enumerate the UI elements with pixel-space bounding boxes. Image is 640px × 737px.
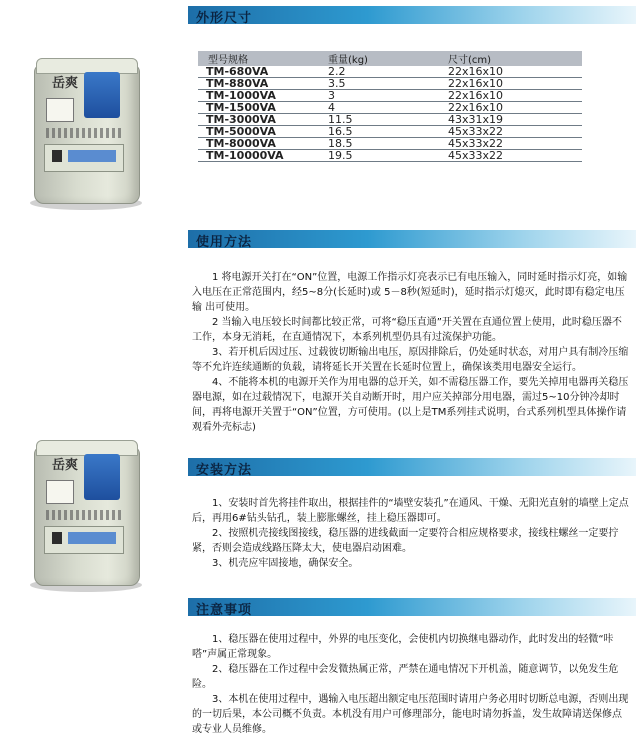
cell-size: 45x33x22 (432, 150, 582, 162)
usage-text (192, 270, 630, 435)
cell-weight: 11.5 (306, 114, 432, 126)
cell-model: TM-5000VA (198, 126, 306, 138)
usage-paragraph: 1 将电源开关打在“ON”位置，电源工作指示灯亮表示已有电压输入，同时延时指示灯亮，如输入电压在正常范围内，经5~8分(长延时)或 5－8秒(短延时)，延时指示灯熄灭，此时即有稳定电压输 出可使用。 (192, 272, 628, 313)
cell-size: 45x33x22 (432, 138, 582, 150)
cell-model: TM-8000VA (198, 138, 306, 150)
section-bar-dimensions (188, 6, 636, 24)
usage-paragraph: 3、若开机后因过压、过载彼切断输出电压，原因排除后，仍处延时状态，对用户具有制冷压缩等不允许连续通断的负载，请将延长开关置在长延时位置上，确保该类用电器安全运行。 (192, 347, 629, 373)
cell-weight: 4 (306, 102, 432, 114)
usage-paragraph: 4、不能将本机的电源开关作为用电器的总开关，如不需稳压器工作，要先关掉用电器再关稳压器电源，如在过载情况下，电源开关自动断开时，用户应关掉部分用电器，需过5~10分钟冷却时间，再将电源开关置于“ON”位置，方可使用。(以上是TM系列挂式说明，台式系列机型具体操作请观看外壳标志) (192, 377, 629, 433)
notes-text (192, 632, 630, 737)
table-row (198, 90, 582, 102)
section-bar-notes (188, 598, 636, 616)
install-paragraph: 1、安装时首先将挂件取出，根据挂件的“墙壁安装孔”在通风、干燥、无阳光直射的墙壁上定点后，再用6#钻头钻孔，装上膨胀螺丝，挂上稳压器即可。 (192, 498, 629, 524)
cell-model: TM-880VA (198, 78, 306, 90)
header-weight: 重量(kg) (306, 51, 432, 66)
product-image-top (22, 58, 152, 208)
table-row (198, 126, 582, 138)
spec-table (198, 51, 582, 162)
spec-table-header (198, 51, 582, 66)
table-row (198, 150, 582, 162)
cell-weight: 19.5 (306, 150, 432, 162)
cell-model: TM-10000VA (198, 150, 306, 162)
header-model: 型号规格 (198, 51, 306, 66)
section-title-usage: 使用方法 (196, 235, 253, 250)
cell-size: 22x16x10 (432, 66, 582, 78)
cell-size: 43x31x19 (432, 114, 582, 126)
notes-paragraph: 3、本机在使用过程中，遇输入电压超出额定电压范围时请用户务必用时切断总电源，否则出现的一切后果，本公司概不负责。本机没有用户可修理部分，能电时请勿拆盖，发生故障请送保修点或专业人员维修。 (192, 694, 629, 735)
table-row (198, 102, 582, 114)
cell-model: TM-3000VA (198, 114, 306, 126)
table-row (198, 114, 582, 126)
product-logo: 岳爽 (52, 458, 79, 473)
cell-model: TM-1500VA (198, 102, 306, 114)
table-row (198, 138, 582, 150)
cell-model: TM-680VA (198, 66, 306, 78)
table-row (198, 78, 582, 90)
header-size: 尺寸(cm) (432, 51, 582, 66)
cell-weight: 18.5 (306, 138, 432, 150)
notes-paragraph: 1、稳压器在使用过程中，外界的电压变化，会使机内切换继电器动作，此时发出的轻微“咔嗒”声属正常现象。 (192, 634, 614, 660)
install-paragraph: 2、按照机壳接线图接线，稳压器的进线截面一定要符合相应规格要求，接线柱螺丝一定要拧紧，否则会造成线路压降太大，使电器启动困难。 (192, 528, 619, 554)
cell-weight: 16.5 (306, 126, 432, 138)
section-title-dimensions: 外形尺寸 (196, 11, 253, 26)
section-bar-usage (188, 230, 636, 248)
cell-weight: 2.2 (306, 66, 432, 78)
product-logo: 岳爽 (52, 76, 79, 91)
cell-model: TM-1000VA (198, 90, 306, 102)
usage-paragraph: 2 当输入电压较长时间都比较正常，可将“稳压直通”开关置在直通位置上使用，此时稳压器不工作，本身无消耗，在直通情况下，本系列机型仍具有过流保护功能。 (192, 317, 622, 343)
install-text (192, 496, 630, 571)
cell-weight: 3.5 (306, 78, 432, 90)
section-bar-install (188, 458, 636, 476)
notes-paragraph: 2、稳压器在工作过程中会发微热属正常，严禁在通电情况下开机盖，随意调节，以免发生危险。 (192, 664, 619, 690)
product-image-bottom (22, 440, 152, 590)
cell-size: 22x16x10 (432, 78, 582, 90)
cell-size: 22x16x10 (432, 90, 582, 102)
cell-size: 22x16x10 (432, 102, 582, 114)
table-row (198, 66, 582, 78)
install-paragraph: 3、机壳应牢固接地，确保安全。 (212, 558, 359, 569)
cell-weight: 3 (306, 90, 432, 102)
cell-size: 45x33x22 (432, 126, 582, 138)
section-title-notes: 注意事项 (196, 603, 253, 618)
section-title-install: 安装方法 (196, 463, 253, 478)
